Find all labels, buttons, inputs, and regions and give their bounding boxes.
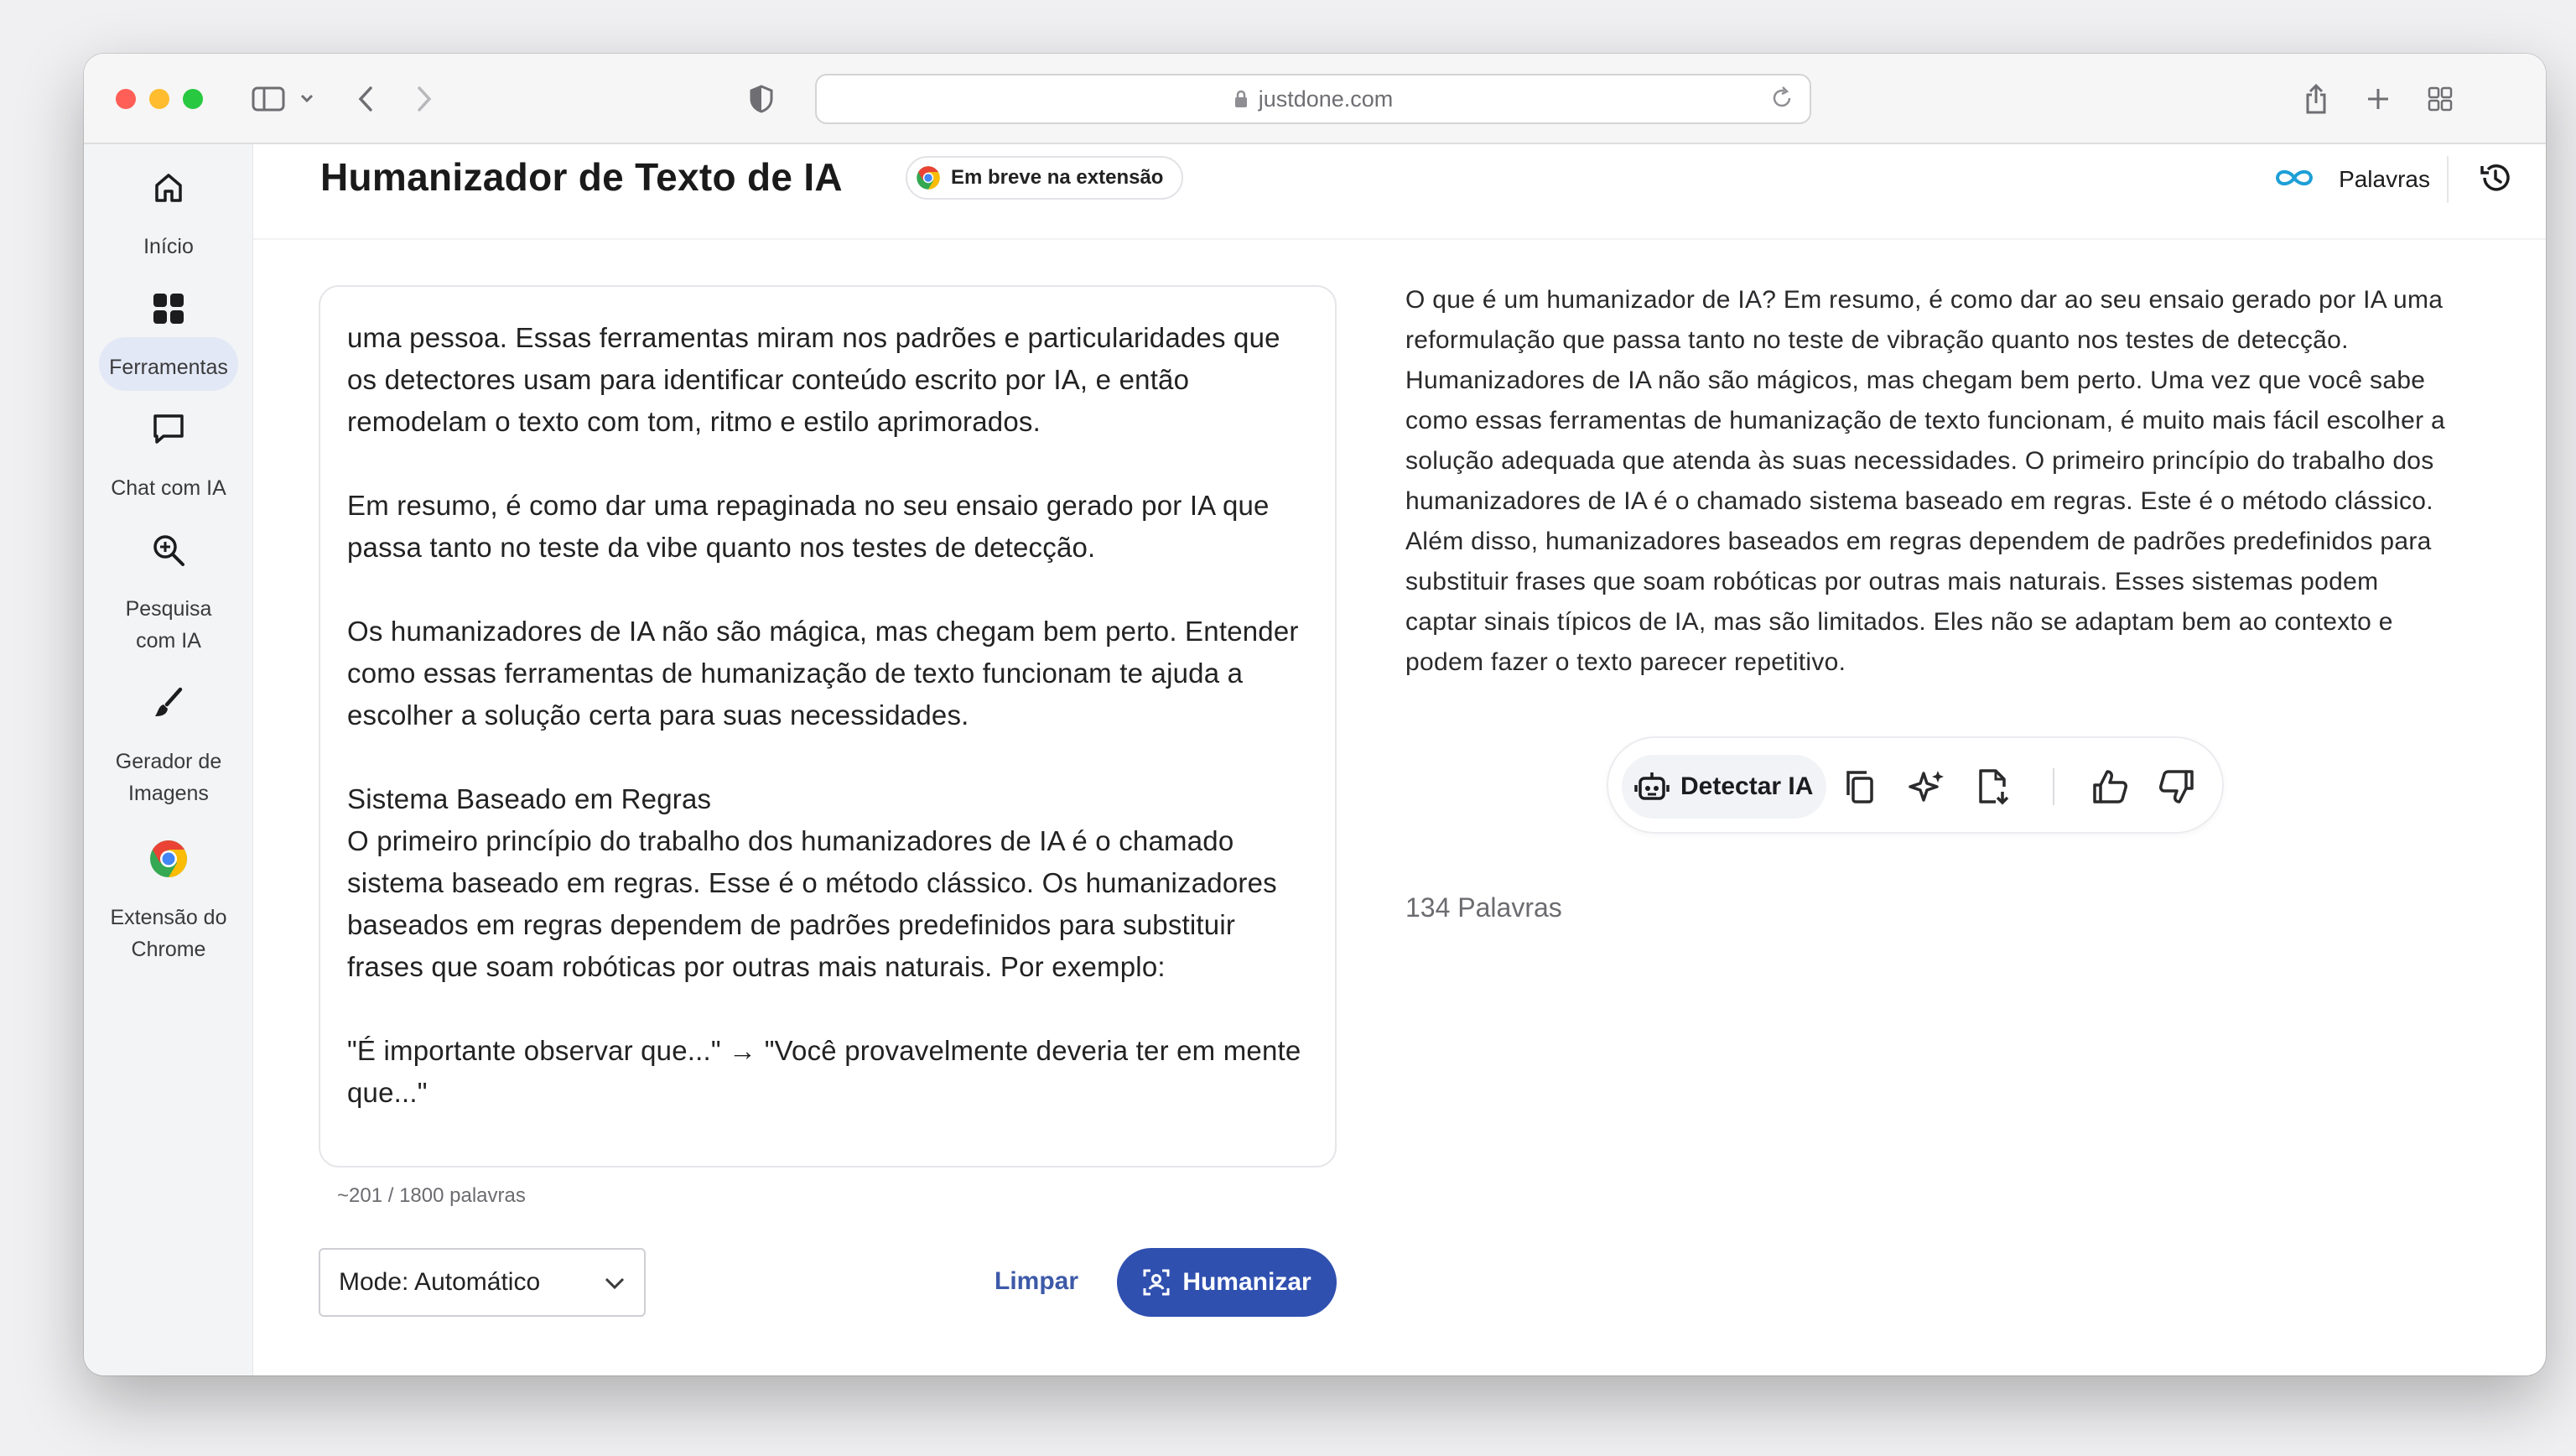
robot-icon <box>1633 768 1670 805</box>
extension-badge[interactable] <box>906 156 1183 200</box>
forward-icon[interactable] <box>408 79 441 119</box>
header-divider-line <box>253 238 2546 240</box>
browser-toolbar <box>84 54 2546 144</box>
output-action-bar <box>1607 736 2224 834</box>
output-word-count: 134 Palavras <box>1405 892 1562 923</box>
humanize-label: Humanizar <box>1182 1268 1311 1296</box>
search-icon <box>84 533 253 576</box>
humanize-button[interactable] <box>1117 1248 1337 1317</box>
copy-icon[interactable] <box>1841 768 1878 805</box>
sidebar-item-ferramentas[interactable] <box>84 292 253 383</box>
sidebar-item-extensao[interactable] <box>84 839 253 965</box>
detect-ai-label: Detectar IA <box>1680 772 1814 800</box>
grid-icon <box>84 292 253 335</box>
address-bar[interactable] <box>815 74 1811 124</box>
zoom-window-button[interactable] <box>183 89 203 109</box>
share-icon[interactable] <box>2299 79 2333 119</box>
chrome-icon <box>916 165 941 190</box>
editor-paragraph: Os humanizadores de IA não são mágica, mas chegam bem perto. Entender como essas ferramentas de humanização de texto funcionam te ajuda a escolher a solução certa para suas necessidades. <box>347 616 1299 731</box>
browser-window <box>84 54 2546 1375</box>
mode-select[interactable] <box>319 1248 646 1317</box>
editor-paragraph: "É importante observar que..." → "Você provavelmente deveria ter em mente que..." <box>347 1035 1301 1108</box>
scan-face-icon <box>1142 1268 1171 1297</box>
sidebar-item-label: Início <box>143 235 194 258</box>
output-text: O que é um humanizador de IA? Em resumo, é como dar ao seu ensaio gerado por IA uma reformulação que passa tanto no teste de vibração quanto nos testes de detecção. Humanizadores de IA não são mágicos, mas chegam bem perto. Uma vez que você sabe como essas ferramentas de humanização de texto funcionam, é muito mais fácil escolher a solução adequada que atenda às suas necessidades. O primeiro princípio do trabalho dos humanizadores de IA é o chamado sistema baseado em regras. Este é o método clássico. Além disso, humanizadores baseados em regras dependem de padrões predefinidos para substituir frases que soam robóticas por outras mais naturais. Esses sistemas podem captar sinais típicos de IA, mas são limitados. Eles não se adaptam bem ao contexto e podem fazer o texto parecer repetitivo. <box>1405 286 2446 676</box>
clear-button[interactable]: Limpar <box>995 1256 1078 1307</box>
editor-paragraph: uma pessoa. Essas ferramentas miram nos padrões e particularidades que os detectores usam para identificar conteúdo escrito por IA, e então remodelam o texto com tom, ritmo e estilo aprimorados. <box>347 322 1280 437</box>
mode-select-value: Mode: Automático <box>339 1268 541 1296</box>
header-divider <box>2447 156 2449 203</box>
infinity-icon <box>2273 166 2315 194</box>
header-actions <box>2273 154 2512 205</box>
thumbs-down-icon[interactable] <box>2158 768 2195 805</box>
editor-paragraph: Em resumo, é como dar uma repaginada no seu ensaio gerado por IA que passa tanto no teste da vibe quanto nos testes de detecção. <box>347 490 1270 563</box>
sidebar-item-label: Extensão do Chrome <box>110 906 227 961</box>
home-icon <box>84 171 253 214</box>
sidebar-item-label: Pesquisa com IA <box>125 597 212 653</box>
lock-icon <box>1233 89 1249 109</box>
tab-overview-icon[interactable] <box>2423 79 2457 119</box>
url-text: justdone.com <box>1258 86 1394 112</box>
sidebar-item-label: Gerador de Imagens <box>115 750 222 805</box>
input-word-count: ~201 / 1800 palavras <box>337 1184 526 1207</box>
sidebar-item-pesquisa[interactable] <box>84 533 253 657</box>
sidebar-item-gerador[interactable] <box>84 686 253 809</box>
minimize-window-button[interactable] <box>149 89 169 109</box>
sidebar-toggle-icon[interactable] <box>248 79 319 119</box>
history-icon[interactable] <box>2479 161 2512 199</box>
page-title: Humanizador de Texto de IA <box>320 155 843 199</box>
sidebar-item-label: Ferramentas <box>109 356 228 379</box>
chat-icon <box>84 413 253 455</box>
brush-icon <box>84 686 253 729</box>
reload-icon[interactable] <box>1769 86 1794 117</box>
words-balance-label[interactable]: Palavras <box>2339 166 2430 192</box>
sparkle-icon[interactable] <box>1909 768 1945 805</box>
download-file-icon[interactable] <box>1976 768 2012 805</box>
editor-heading: Sistema Baseado em Regras <box>347 783 712 814</box>
app-sidebar <box>84 144 253 1375</box>
input-text-editor[interactable] <box>319 285 1337 1167</box>
editor-paragraph: O primeiro princípio do trabalho dos humanizadores de IA é o chamado sistema baseado em regras. Esse é o método clássico. Os humanizadores baseados em regras dependem de padrões predefinidos para substituir frases que soam robóticas por outras mais naturais. Por exemplo: <box>347 825 1277 982</box>
thumbs-up-icon[interactable] <box>2091 768 2128 805</box>
chrome-icon <box>84 839 253 888</box>
sidebar-item-label: Chat com IA <box>111 476 226 500</box>
chevron-down-icon <box>604 1268 626 1297</box>
action-divider <box>2053 768 2054 805</box>
badge-label: Em breve na extensão <box>951 166 1164 189</box>
close-window-button[interactable] <box>116 89 136 109</box>
back-icon[interactable] <box>349 79 382 119</box>
detect-ai-button[interactable] <box>1622 755 1826 819</box>
sidebar-item-chat[interactable] <box>84 413 253 504</box>
sidebar-item-inicio[interactable] <box>84 171 253 263</box>
new-tab-icon[interactable] <box>2361 79 2395 119</box>
shield-icon[interactable] <box>745 79 778 119</box>
